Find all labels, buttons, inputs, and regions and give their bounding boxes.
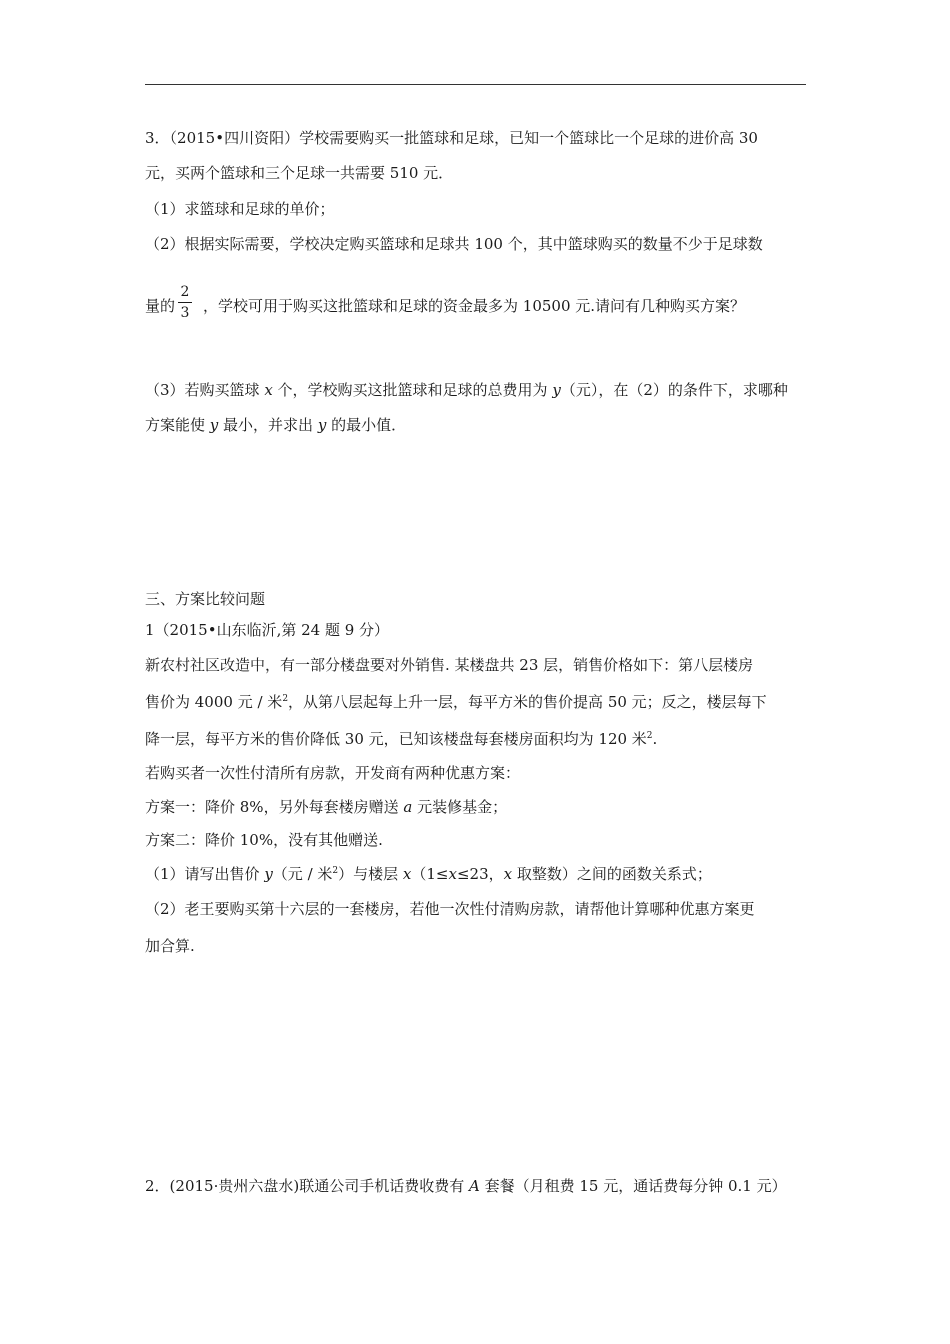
text-run: 最小，并求出 (218, 416, 318, 434)
var-a: a (403, 798, 413, 816)
s3-part2-line2: 加合算. (145, 937, 195, 955)
superscript: 2 (332, 866, 339, 876)
text-run: （元），在（2）的条件下，求哪种 (560, 381, 788, 399)
text-run: 售价为 4000 元 / 米 (145, 693, 283, 711)
s3-q1-line3 (145, 729, 657, 749)
text-run: ，学校可用于购买这批篮球和足球的资金最多为 10500 元.请问有几种购买方案？ (203, 297, 746, 315)
var-y: y (552, 381, 561, 399)
text-run: 元装修基金； (412, 798, 508, 816)
q3-part3-line2 (145, 415, 406, 435)
text-run: 取整数）之间的函数关系式； (512, 865, 712, 883)
text-run: （3）若购买篮球 (145, 381, 265, 399)
s3-q1-line2 (145, 692, 767, 712)
section-title: 三、方案比较问题 (145, 590, 266, 608)
superscript: 2 (646, 731, 653, 741)
s3-part2-line1: （2）老王要购买第十六层的一套楼房，若他一次性付清购房款，请帮他计算哪种优惠方案更 (145, 900, 755, 918)
var-y: y (209, 416, 219, 434)
fraction-two-thirds (178, 283, 192, 322)
text-run: （1）请写出售价 (145, 865, 265, 883)
text-run: 方案能使 (145, 416, 210, 434)
text-run: 方案一：降价 8%，另外每套楼房赠送 (145, 798, 404, 816)
s3-plan2: 方案二：降价 10%，没有其他赠送. (145, 831, 383, 849)
header-rule (145, 84, 806, 85)
fraction-denominator: 3 (180, 305, 190, 321)
text-run: 套餐（月租费 15 元，通话费每分钟 0.1 元） (479, 1177, 787, 1195)
var-y: y (317, 416, 327, 434)
text-run: ≤23， (456, 865, 504, 883)
text-run: 量的 (145, 297, 176, 315)
q2-line1 (145, 1176, 787, 1196)
text-run: 个，学校购买这批篮球和足球的总费用为 (272, 381, 553, 399)
q3-part3-line1 (145, 380, 788, 400)
text-run: 降一层，每平方米的售价降低 30 元，已知该楼盘每套楼房面积均为 120 米 (145, 730, 647, 748)
q3-part2-line2 (145, 296, 745, 316)
s3-q1-line1: 新农村社区改造中，有一部分楼盘要对外销售. 某楼盘共 23 层，销售价格如下：第八层楼房 (145, 656, 754, 674)
q3-part2-line1: （2）根据实际需要，学校决定购买篮球和足球共 100 个，其中篮球购买的数量不少于足球数 (145, 235, 763, 253)
var-A: A (468, 1177, 480, 1195)
q3-part1: （1）求篮球和足球的单价； (145, 200, 335, 218)
s3-q1-heading: 1（2015•山东临沂,第 24 题 9 分） (145, 621, 390, 639)
var-x: x (448, 865, 457, 883)
var-y: y (264, 865, 273, 883)
text-run: （元 / 米 (272, 865, 333, 883)
q3-line1: 3．（2015•四川资阳）学校需要购买一批篮球和足球，已知一个篮球比一个足球的进价高 30 (145, 129, 758, 147)
fraction-bar (178, 302, 192, 303)
s3-part1 (145, 864, 712, 884)
fraction-numerator: 2 (180, 284, 190, 300)
s3-q1-line4: 若购买者一次性付清所有房款，开发商有两种优惠方案： (145, 764, 521, 782)
var-x: x (264, 381, 273, 399)
var-x: x (402, 865, 412, 883)
superscript: 2 (282, 694, 289, 704)
text-run: 2．(2015·贵州六盘水)联通公司手机话费收费有 (145, 1177, 469, 1195)
text-run: 的最小值． (326, 416, 407, 434)
text-run: （1≤ (411, 865, 449, 883)
q3-line2: 元，买两个篮球和三个足球一共需要 510 元． (145, 164, 454, 182)
var-x: x (503, 865, 513, 883)
text-run: ，从第八层起每上升一层，每平方米的售价提高 50 元；反之，楼层每下 (288, 693, 767, 711)
text-run: ）与楼层 (338, 865, 403, 883)
s3-plan1 (145, 797, 507, 817)
text-run: . (652, 730, 658, 748)
